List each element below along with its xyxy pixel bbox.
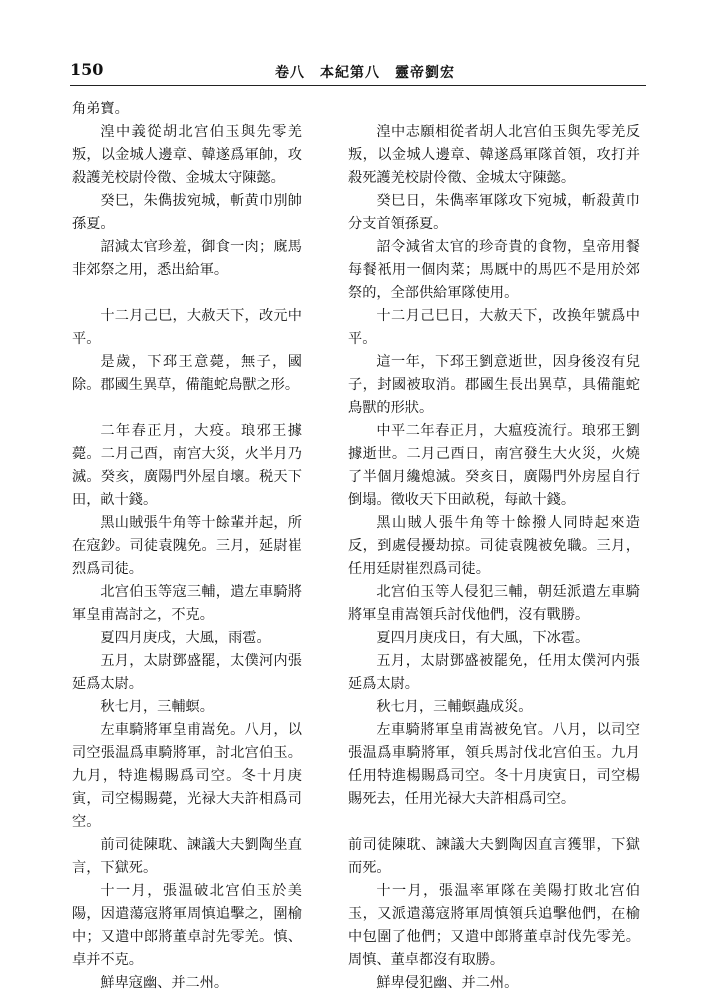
paragraph-gap bbox=[72, 282, 302, 305]
translation-paragraph: 夏四月庚戌日，有大風，下冰雹。 bbox=[376, 630, 590, 646]
classical-paragraph: 是歲，下邳王意薨，無子，國除。郡國生異草，備龍蛇鳥獸之形。 bbox=[72, 354, 302, 393]
paragraph-gap bbox=[348, 811, 640, 834]
translation-paragraph: 中平二年春正月，大瘟疫流行。琅邪王劉據逝世。二月己酉日，南宫發生大火災，火燒了半個月纔熄滅。癸亥日，廣陽門外房屋自行倒塌。徵收天下田畝税，每畝十錢。 bbox=[348, 423, 640, 508]
translation-paragraph: 前司徒陳耽、諫議大夫劉陶因直言獲罪，下獄而死。 bbox=[348, 837, 640, 876]
classical-paragraph: 左車騎將軍皇甫嵩免。八月，以司空張温爲車騎將軍，討北宫伯玉。九月，特進楊賜爲司空。冬十月庚寅，司空楊賜薨，光禄大夫許相爲司空。 bbox=[72, 722, 302, 830]
classical-paragraph: 前司徒陳耽、諫議大夫劉陶坐直言，下獄死。 bbox=[72, 837, 302, 876]
paragraph-gap bbox=[72, 397, 302, 420]
translation-paragraph: 十一月，張温率軍隊在美陽打敗北宫伯玉，又派遣蕩寇將軍周慎領兵追擊他們，在榆中包圍了他們；又遣中郎將董卓討伐先零羌。周慎、董卓都沒有取勝。 bbox=[348, 883, 640, 968]
paragraph-gap bbox=[348, 98, 640, 121]
classical-paragraph: 黑山賊張牛角等十餘輩并起，所在寇鈔。司徒袁隗免。三月，延尉崔烈爲司徒。 bbox=[72, 515, 302, 577]
classical-paragraph: 十二月己巳，大赦天下，改元中平。 bbox=[72, 308, 302, 347]
translation-column bbox=[348, 98, 640, 995]
translation-paragraph: 詔令減省太官的珍奇貴的食物，皇帝用餐每餐衹用一個肉菜；馬厩中的馬匹不是用於郊祭的，全部供給軍隊使用。 bbox=[348, 239, 640, 301]
translation-paragraph: 湟中志願相從者胡人北宫伯玉與先零羌反叛，以金城人邊章、韓遂爲軍隊首領，攻打并殺死護羌校尉伶徵、金城太守陳懿。 bbox=[348, 124, 640, 186]
translation-paragraph: 秋七月，三輔螟蟲成災。 bbox=[376, 699, 533, 715]
translation-paragraph: 左車騎將軍皇甫嵩被免官。八月，以司空張温爲車騎將軍，領兵馬討伐北宫伯玉。九月任用特進楊賜爲司空。冬十月庚寅日，司空楊賜死去，任用光禄大夫許相爲司空。 bbox=[348, 722, 640, 807]
classical-paragraph: 二年春正月，大疫。琅邪王據薨。二月己酉，南宫大災，火半月乃滅。癸亥，廣陽門外屋自壞。税天下田，畝十錢。 bbox=[72, 423, 302, 508]
translation-paragraph: 鮮卑侵犯幽、并二州。 bbox=[376, 975, 519, 991]
classical-paragraph: 夏四月庚戌，大風，雨雹。 bbox=[100, 630, 271, 646]
classical-paragraph: 五月，太尉鄧盛罷，太僕河内張延爲太尉。 bbox=[72, 653, 302, 692]
translation-paragraph: 北宫伯玉等人侵犯三輔，朝廷派遣左車騎將軍皇甫嵩領兵討伐他們，沒有戰勝。 bbox=[348, 584, 640, 623]
classical-paragraph: 北宫伯玉等寇三輔，遣左車騎將軍皇甫嵩討之，不克。 bbox=[72, 584, 302, 623]
header-rule bbox=[70, 85, 646, 86]
page-number: 150 bbox=[70, 60, 104, 79]
classical-paragraph: 秋七月，三輔螟。 bbox=[100, 699, 214, 715]
translation-paragraph: 十二月己巳日，大赦天下，改换年號爲中平。 bbox=[348, 308, 640, 347]
translation-paragraph: 黑山賊人張牛角等十餘撥人同時起來造反，到處侵擾劫掠。司徒袁隗被免職。三月，任用廷尉崔烈爲司徒。 bbox=[348, 515, 640, 577]
classical-paragraph: 角弟寶。 bbox=[72, 101, 129, 117]
translation-paragraph: 五月，太尉鄧盛被罷免，任用太僕河内張延爲太尉。 bbox=[348, 653, 640, 692]
classical-paragraph: 癸巳，朱儁拔宛城，斬黄巾別帥孫夏。 bbox=[72, 193, 302, 232]
running-head: 卷八 本紀第八 靈帝劉宏 bbox=[275, 65, 455, 81]
classical-paragraph: 鮮卑寇幽、并二州。 bbox=[100, 975, 229, 991]
classical-paragraph: 湟中義從胡北宫伯玉與先零羌叛，以金城人邊章、韓遂爲軍帥，攻殺護羌校尉伶徵、金城太守陳懿。 bbox=[72, 124, 302, 186]
translation-paragraph: 這一年，下邳王劉意逝世，因身後沒有兒子，封國被取消。郡國生長出異草，具備龍蛇鳥獸的形狀。 bbox=[348, 354, 640, 416]
classical-text-column bbox=[72, 98, 302, 995]
translation-paragraph: 癸巳日，朱儁率軍隊攻下宛城，斬殺黄巾分支首領孫夏。 bbox=[348, 193, 640, 232]
classical-paragraph: 十一月，張温破北宫伯玉於美陽，因遣蕩寇將軍周慎追擊之，圍榆中；又遣中郎將董卓討先零羌。慎、卓并不克。 bbox=[72, 883, 302, 968]
classical-paragraph: 詔減太官珍羞，御食一肉；廐馬非郊祭之用，悉出給軍。 bbox=[72, 239, 302, 278]
